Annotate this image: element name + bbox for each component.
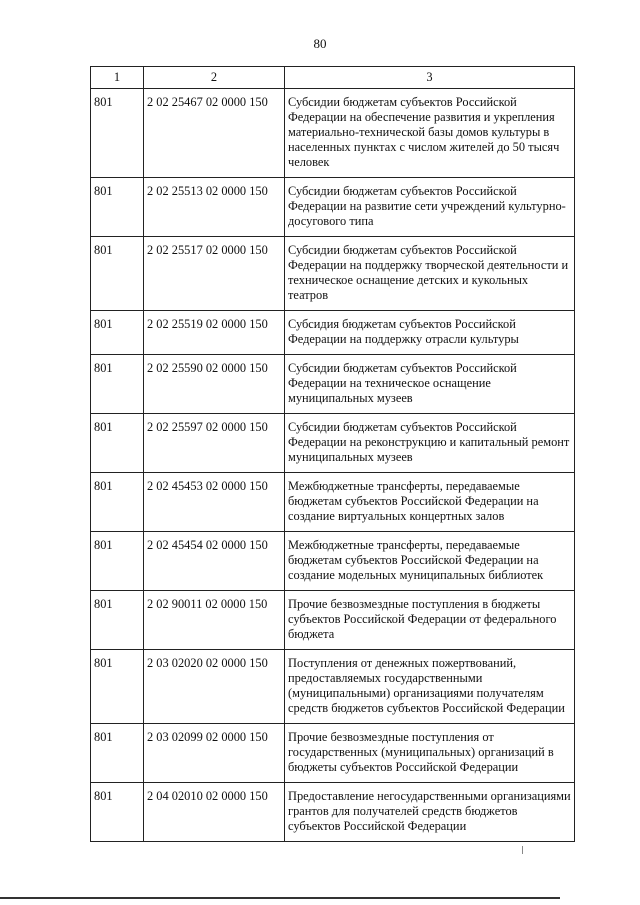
table-row bbox=[91, 311, 575, 355]
admin-code-cell: 801 bbox=[91, 650, 144, 724]
description-cell: Субсидия бюджетам субъектов Российской Федерации на поддержку отрасли культуры bbox=[285, 311, 575, 355]
budget-code-cell: 2 02 25513 02 0000 150 bbox=[144, 178, 285, 237]
description-cell: Предоставление негосударственными организациями грантов для получателей средств бюджетов субъектов Российской Федерации bbox=[285, 783, 575, 842]
admin-code-cell: 801 bbox=[91, 783, 144, 842]
header-row bbox=[91, 67, 575, 89]
admin-code-cell: 801 bbox=[91, 89, 144, 178]
table-row bbox=[91, 178, 575, 237]
table-row bbox=[91, 89, 575, 178]
description-cell: Прочие безвозмездные поступления от государственных (муниципальных) организаций в бюджеты субъектов Российской Федерации bbox=[285, 724, 575, 783]
admin-code-cell: 801 bbox=[91, 237, 144, 311]
admin-code-cell: 801 bbox=[91, 473, 144, 532]
description-cell: Субсидии бюджетам субъектов Российской Федерации на развитие сети учреждений культурно-досугового типа bbox=[285, 178, 575, 237]
table-row bbox=[91, 355, 575, 414]
admin-code-cell: 801 bbox=[91, 178, 144, 237]
page-number: 80 bbox=[313, 36, 327, 51]
budget-code-cell: 2 02 45454 02 0000 150 bbox=[144, 532, 285, 591]
budget-code-cell: 2 02 25597 02 0000 150 bbox=[144, 414, 285, 473]
admin-code-cell: 801 bbox=[91, 591, 144, 650]
budget-code-cell: 2 03 02020 02 0000 150 bbox=[144, 650, 285, 724]
table-row bbox=[91, 724, 575, 783]
admin-code-cell: 801 bbox=[91, 724, 144, 783]
admin-code-cell: 801 bbox=[91, 532, 144, 591]
budget-code-cell: 2 02 25519 02 0000 150 bbox=[144, 311, 285, 355]
budget-code-cell: 2 02 90011 02 0000 150 bbox=[144, 591, 285, 650]
table-row bbox=[91, 532, 575, 591]
budget-code-cell: 2 03 02099 02 0000 150 bbox=[144, 724, 285, 783]
table-row bbox=[91, 783, 575, 842]
description-cell: Субсидии бюджетам субъектов Российской Федерации на техническое оснащение муниципальных музеев bbox=[285, 355, 575, 414]
budget-codes-table bbox=[90, 66, 575, 842]
description-cell: Субсидии бюджетам субъектов Российской Федерации на реконструкцию и капитальный ремонт муниципальных музеев bbox=[285, 414, 575, 473]
description-cell: Межбюджетные трансферты, передаваемые бюджетам субъектов Российской Федерации на создание виртуальных концертных залов bbox=[285, 473, 575, 532]
description-cell: Субсидии бюджетам субъектов Российской Федерации на обеспечение развития и укрепления материально-технической базы домов культуры в населенных пунктах с числом жителей до 50 тысяч человек bbox=[285, 89, 575, 178]
budget-code-cell: 2 02 45453 02 0000 150 bbox=[144, 473, 285, 532]
column-header-2: 2 bbox=[144, 67, 285, 89]
budget-code-cell: 2 04 02010 02 0000 150 bbox=[144, 783, 285, 842]
budget-code-cell: 2 02 25467 02 0000 150 bbox=[144, 89, 285, 178]
table-body bbox=[91, 89, 575, 842]
description-cell: Межбюджетные трансферты, передаваемые бюджетам субъектов Российской Федерации на создание модельных муниципальных библиотек bbox=[285, 532, 575, 591]
description-cell: Субсидии бюджетам субъектов Российской Федерации на поддержку творческой деятельности и техническое оснащение детских и кукольных театров bbox=[285, 237, 575, 311]
description-cell: Прочие безвозмездные поступления в бюджеты субъектов Российской Федерации от федерального бюджета bbox=[285, 591, 575, 650]
scan-mark bbox=[522, 846, 523, 854]
description-cell: Поступления от денежных пожертвований, предоставляемых государственными (муниципальными) организациями получателям средств бюджетов субъектов Российской Федерации bbox=[285, 650, 575, 724]
budget-code-cell: 2 02 25517 02 0000 150 bbox=[144, 237, 285, 311]
admin-code-cell: 801 bbox=[91, 311, 144, 355]
budget-code-cell: 2 02 25590 02 0000 150 bbox=[144, 355, 285, 414]
admin-code-cell: 801 bbox=[91, 355, 144, 414]
table-row bbox=[91, 237, 575, 311]
page-bottom-rule bbox=[0, 897, 560, 899]
column-header-1: 1 bbox=[91, 67, 144, 89]
table-row bbox=[91, 650, 575, 724]
table-row bbox=[91, 414, 575, 473]
admin-code-cell: 801 bbox=[91, 414, 144, 473]
table-row bbox=[91, 591, 575, 650]
table-header bbox=[91, 67, 575, 89]
column-header-3: 3 bbox=[285, 67, 575, 89]
table-row bbox=[91, 473, 575, 532]
